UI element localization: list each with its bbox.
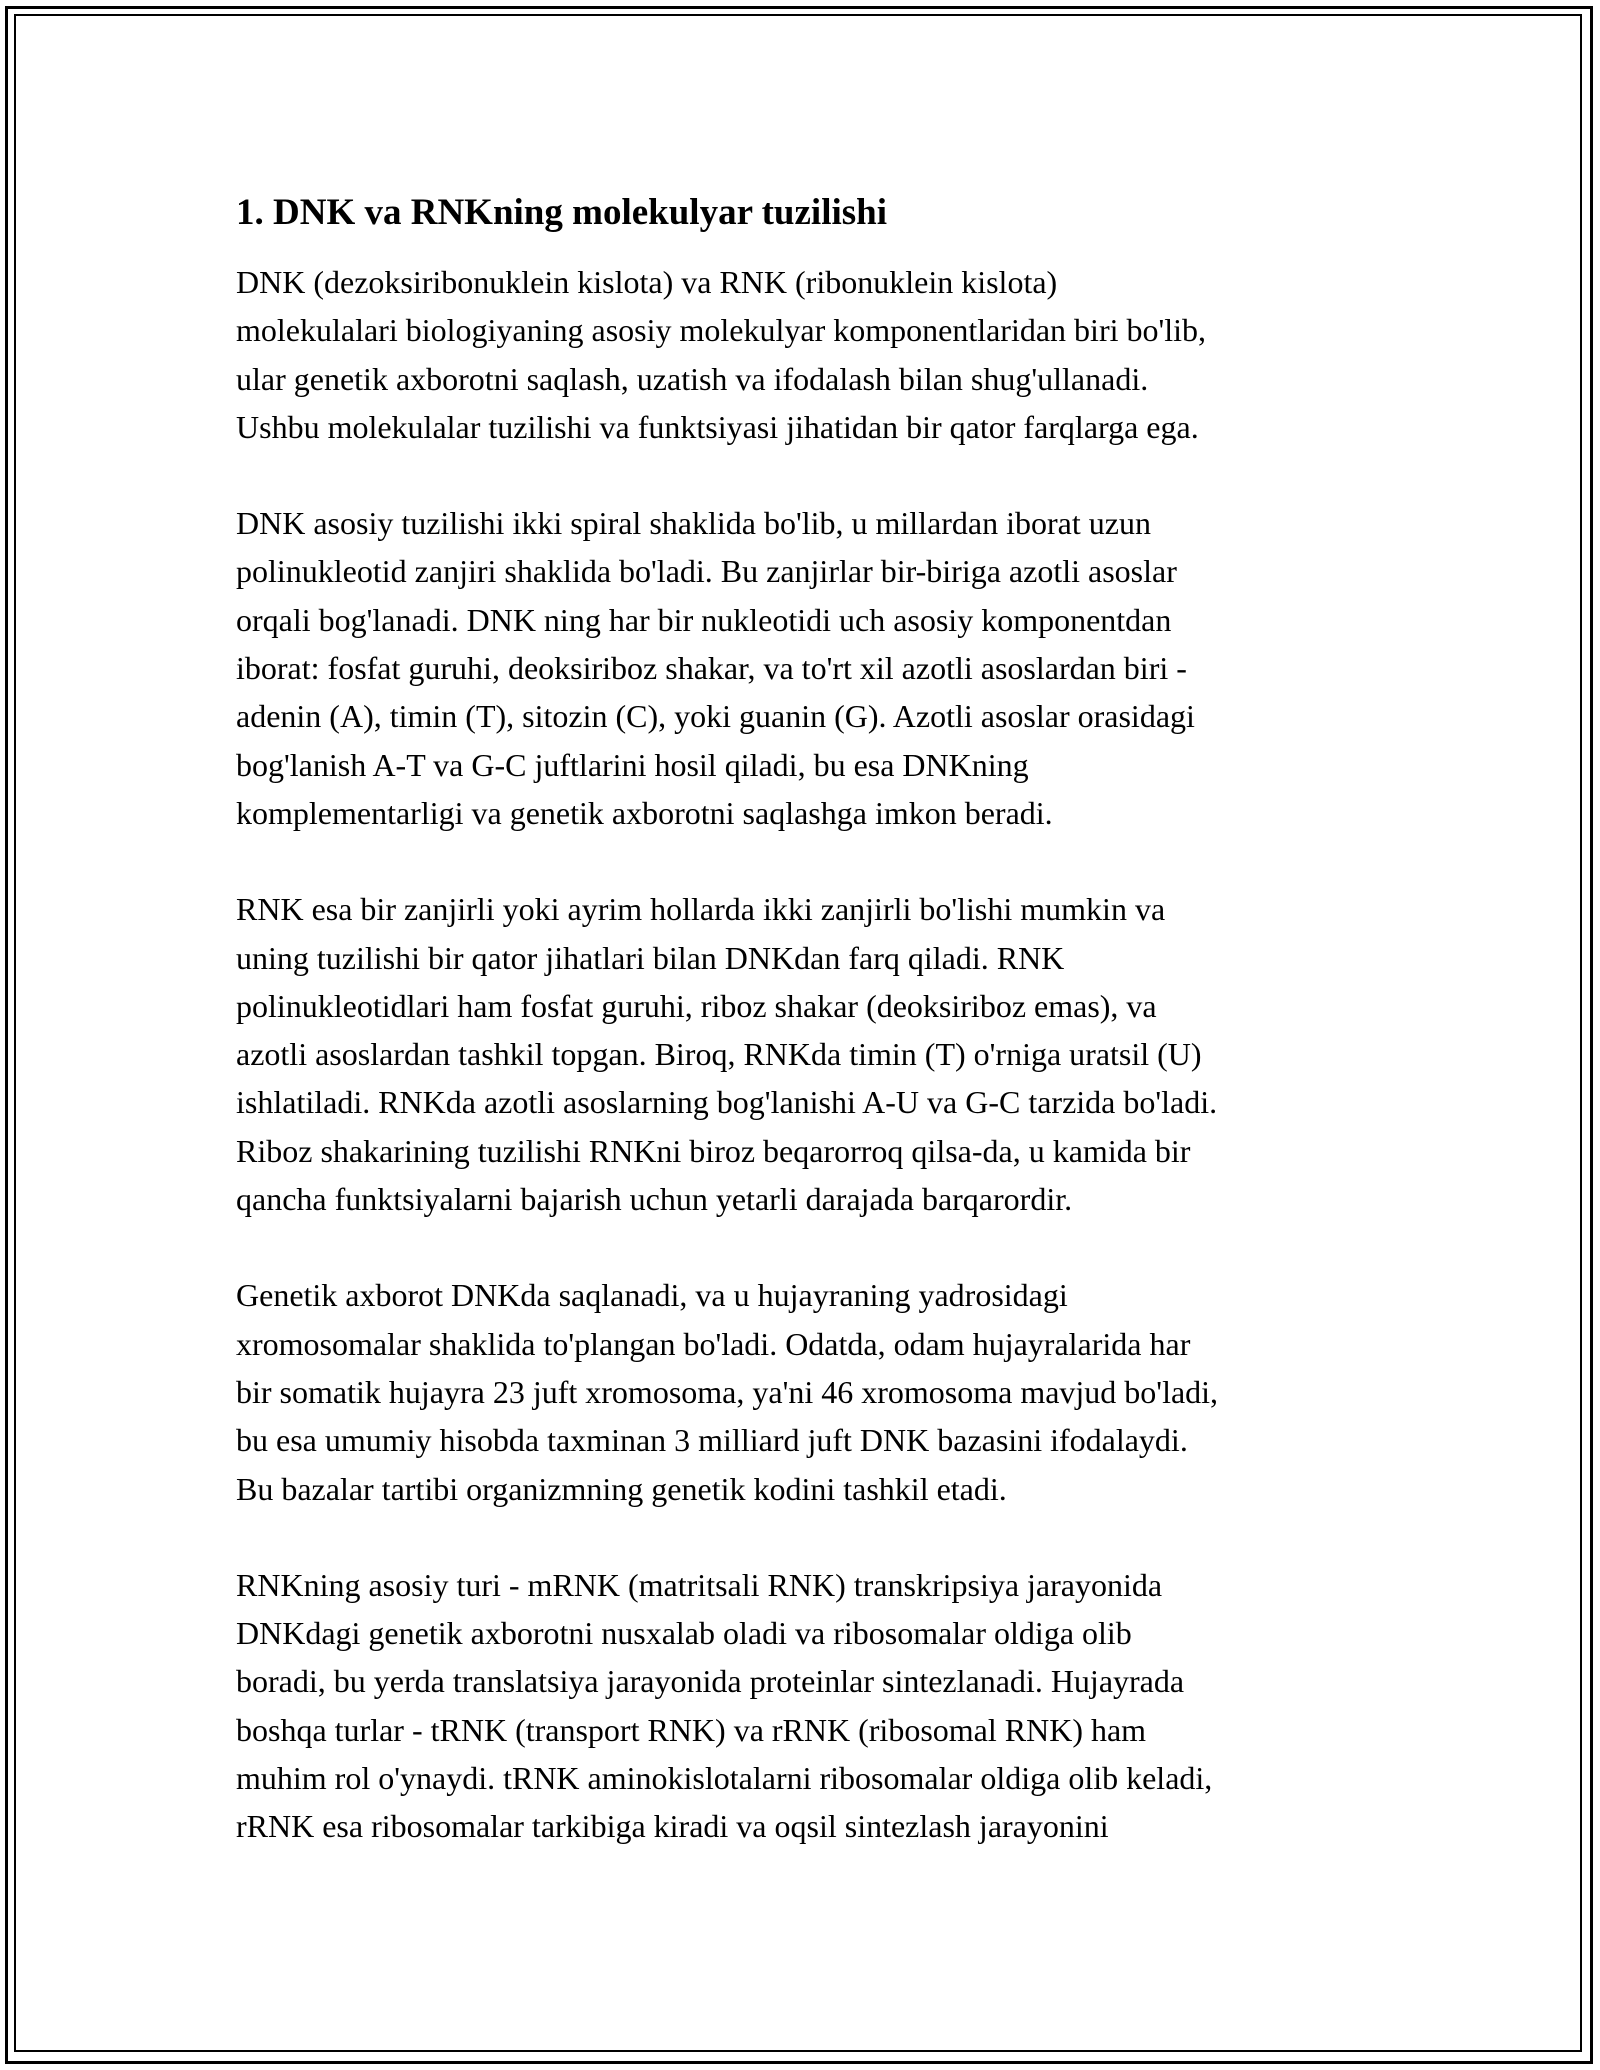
section-heading: 1. DNK va RNKning molekulyar tuzilishi	[236, 192, 888, 233]
paragraph	[236, 258, 1366, 451]
text-line: DNK (dezoksiribonuklein kislota) va RNK (ribonuklein kislota)	[236, 264, 1058, 300]
text-line: Riboz shakarining tuzilishi RNKni biroz beqarorroq qilsa-da, u kamida bir	[236, 1132, 1191, 1169]
text-line: polinukleotidlari ham fosfat guruhi, riboz shakar (deoksiriboz emas), va	[236, 987, 1157, 1024]
paragraph	[236, 885, 1366, 1223]
text-line: bog'lanish A-T va G-C juftlarini hosil qiladi, bu esa DNKning	[236, 746, 1029, 783]
paragraph	[236, 499, 1366, 837]
text-line: xromosomalar shaklida to'plangan bo'ladi. Odatda, odam hujayralarida har	[236, 1325, 1191, 1362]
text-line: ishlatiladi. RNKda azotli asoslarning bog'lanishi A-U va G-C tarzida bo'ladi.	[236, 1084, 1218, 1121]
document-body	[236, 188, 1366, 1899]
text-line: polinukleotid zanjiri shaklida bo'ladi. Bu zanjirlar bir-biriga azotli asoslar	[236, 553, 1177, 590]
text-line: molekulalari biologiyaning asosiy molekulyar komponentlaridan biri bo'lib,	[236, 312, 1207, 349]
text-line: boradi, bu yerda translatsiya jarayonida proteinlar sintezlanadi. Hujayrada	[236, 1663, 1185, 1700]
text-line: iborat: fosfat guruhi, deoksiriboz shakar, va to'rt xil azotli asoslardan biri -	[236, 650, 1187, 687]
text-line: RNK esa bir zanjirli yoki ayrim hollarda ikki zanjirli bo'lishi mumkin va	[236, 891, 1166, 928]
text-line: orqali bog'lanadi. DNK ning har bir nukleotidi uch asosiy komponentdan	[236, 601, 1172, 638]
text-line: DNKdagi genetik axborotni nusxalab oladi va ribosomalar oldiga olib	[236, 1615, 1132, 1652]
text-line: Genetik axborot DNKda saqlanadi, va u hujayraning yadrosidagi	[236, 1277, 1068, 1314]
paragraph	[236, 1271, 1366, 1512]
text-line: ular genetik axborotni saqlash, uzatish va ifodalash bilan shug'ullanadi.	[236, 360, 1149, 397]
text-line: boshqa turlar - tRNK (transport RNK) va rRNK (ribosomal RNK) ham	[236, 1711, 1147, 1748]
text-line: muhim rol o'ynaydi. tRNK aminokislotalarni ribosomalar oldiga olib keladi,	[236, 1760, 1213, 1797]
text-line: Bu bazalar tartibi organizmning genetik kodini tashkil etadi.	[236, 1470, 1007, 1507]
text-line: DNK asosiy tuzilishi ikki spiral shaklida bo'lib, u millardan iborat uzun	[236, 505, 1151, 542]
text-line: bu esa umumiy hisobda taxminan 3 milliard juft DNK bazasini ifodalaydi.	[236, 1422, 1188, 1459]
paragraph	[236, 1561, 1366, 1851]
text-line: komplementarligi va genetik axborotni saqlashga imkon beradi.	[236, 794, 1053, 831]
text-line: RNKning asosiy turi - mRNK (matritsali RNK) transkripsiya jarayonida	[236, 1566, 1163, 1603]
text-line: rRNK esa ribosomalar tarkibiga kiradi va oqsil sintezlash jarayonini	[236, 1808, 1109, 1845]
text-line: qancha funktsiyalarni bajarish uchun yetarli darajada barqarordir.	[236, 1181, 1073, 1218]
paragraph-list	[236, 258, 1366, 1851]
text-line: uning tuzilishi bir qator jihatlari bilan DNKdan farq qiladi. RNK	[236, 939, 1065, 976]
text-line: azotli asoslardan tashkil topgan. Biroq, RNKda timin (T) o'rniga uratsil (U)	[236, 1036, 1202, 1073]
text-line: bir somatik hujayra 23 juft xromosoma, ya'ni 46 xromosoma mavjud bo'ladi,	[236, 1373, 1219, 1410]
text-line: Ushbu molekulalar tuzilishi va funktsiyasi jihatidan bir qator farqlarga ega.	[236, 408, 1199, 445]
text-line: adenin (A), timin (T), sitozin (C), yoki guanin (G). Azotli asoslar orasidagi	[236, 698, 1195, 735]
